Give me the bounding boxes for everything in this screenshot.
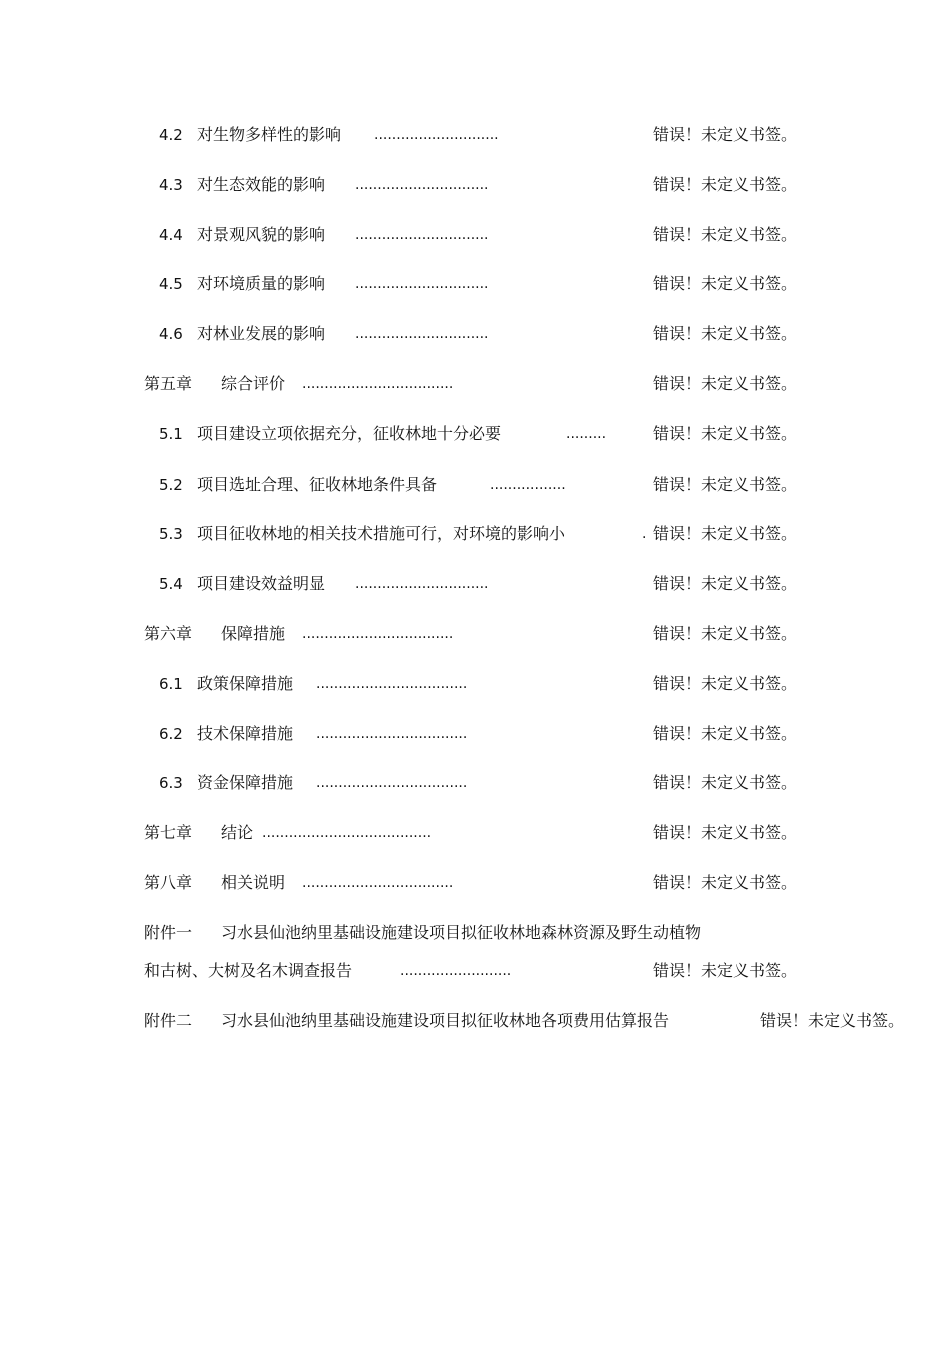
toc-appendix-entry-continued[interactable] (0, 957, 950, 985)
toc-entry[interactable] (0, 221, 950, 249)
toc-entry[interactable] (0, 121, 950, 149)
toc-appendix-entry[interactable] (0, 1007, 950, 1035)
toc-page-ref: 错误！未定义书签。 (653, 873, 798, 892)
toc-appendix-title: 习水县仙池纳里基础设施建设项目拟征收林地各项费用估算报告 (221, 1011, 670, 1030)
toc-page-ref: 错误！未定义书签。 (653, 574, 798, 593)
toc-page-ref: 错误！未定义书签。 (653, 374, 798, 393)
toc-chapter-entry[interactable] (0, 370, 950, 398)
toc-entry-title: 项目征收林地的相关技术措施可行，对环境的影响小 (197, 524, 566, 543)
toc-entry[interactable] (0, 420, 950, 448)
toc-chapter-number: 第八章 (144, 873, 193, 892)
toc-entry-title: 结论 (221, 823, 254, 842)
toc-entry-title: 项目建设效益明显 (197, 574, 326, 593)
toc-appendix-title-line2: 和古树、大树及名木调查报告 (144, 961, 353, 980)
toc-entry-title: 项目选址合理、征收林地条件具备 (197, 475, 438, 494)
toc-leader-dots: . (642, 526, 647, 542)
toc-entry-number: 5.2 (159, 476, 183, 494)
toc-page-ref: 错误！未定义书签。 (653, 125, 798, 144)
toc-leader-dots: .............................. (355, 227, 489, 243)
toc-chapter-entry[interactable] (0, 620, 950, 648)
toc-page-ref: 错误！未定义书签。 (653, 823, 798, 842)
toc-leader-dots: ............................ (374, 127, 499, 143)
toc-entry-title: 技术保障措施 (197, 724, 294, 743)
toc-entry[interactable] (0, 471, 950, 499)
toc-entry[interactable] (0, 720, 950, 748)
toc-entry-number: 4.4 (159, 226, 183, 244)
toc-page-ref: 错误！未定义书签。 (653, 424, 798, 443)
toc-chapter-number: 第六章 (144, 624, 193, 643)
toc-entry-title: 资金保障措施 (197, 773, 294, 792)
toc-entry[interactable] (0, 320, 950, 348)
toc-page-ref: 错误！未定义书签。 (653, 274, 798, 293)
toc-chapter-entry[interactable] (0, 869, 950, 897)
toc-entry[interactable] (0, 570, 950, 598)
toc-entry-number: 5.4 (159, 575, 183, 593)
toc-entry-title: 对生态效能的影响 (197, 175, 326, 194)
toc-entry-title: 项目建设立项依据充分，征收林地十分必要 (197, 424, 502, 443)
toc-entry-number: 4.2 (159, 126, 183, 144)
toc-entry-title: 对林业发展的影响 (197, 324, 326, 343)
toc-chapter-entry[interactable] (0, 819, 950, 847)
toc-appendix-title-line1: 习水县仙池纳里基础设施建设项目拟征收林地森林资源及野生动植物 (221, 923, 702, 942)
toc-entry-title: 对生物多样性的影响 (197, 125, 342, 144)
toc-entry-number: 4.6 (159, 325, 183, 343)
toc-page-ref: 错误！未定义书签。 (760, 1011, 905, 1030)
toc-entry-number: 5.1 (159, 425, 183, 443)
toc-entry-title: 政策保障措施 (197, 674, 294, 693)
toc-entry[interactable] (0, 270, 950, 298)
toc-leader-dots: ...................................... (262, 825, 432, 841)
toc-page-ref: 错误！未定义书签。 (653, 624, 798, 643)
toc-entry-title: 对环境质量的影响 (197, 274, 326, 293)
toc-leader-dots: ................. (490, 477, 566, 493)
toc-entry-number: 5.3 (159, 525, 183, 543)
toc-leader-dots: .................................. (316, 775, 468, 791)
toc-leader-dots: ......... (566, 426, 607, 442)
toc-chapter-number: 第五章 (144, 374, 193, 393)
toc-leader-dots: .............................. (355, 177, 489, 193)
toc-leader-dots: .................................. (316, 726, 468, 742)
toc-page-ref: 错误！未定义书签。 (653, 674, 798, 693)
toc-entry-number: 6.2 (159, 725, 183, 743)
toc-entry-title: 综合评价 (221, 374, 286, 393)
toc-page-ref: 错误！未定义书签。 (653, 475, 798, 494)
toc-entry[interactable] (0, 670, 950, 698)
toc-entry-number: 4.3 (159, 176, 183, 194)
toc-page-ref: 错误！未定义书签。 (653, 175, 798, 194)
toc-page-ref: 错误！未定义书签。 (653, 773, 798, 792)
toc-page-ref: 错误！未定义书签。 (653, 724, 798, 743)
toc-leader-dots: ......................... (400, 963, 512, 979)
toc-appendix-number: 附件二 (144, 1011, 193, 1030)
toc-entry[interactable] (0, 769, 950, 797)
toc-page-ref: 错误！未定义书签。 (653, 961, 798, 980)
toc-leader-dots: .............................. (355, 276, 489, 292)
toc-appendix-entry[interactable] (0, 919, 950, 947)
toc-leader-dots: .................................. (302, 875, 454, 891)
toc-leader-dots: .............................. (355, 576, 489, 592)
toc-appendix-number: 附件一 (144, 923, 193, 942)
toc-entry-number: 6.1 (159, 675, 183, 693)
toc-leader-dots: .................................. (316, 676, 468, 692)
toc-entry-title: 对景观风貌的影响 (197, 225, 326, 244)
toc-page-ref: 错误！未定义书签。 (653, 524, 798, 543)
toc-entry-title: 相关说明 (221, 873, 286, 892)
toc-page-ref: 错误！未定义书签。 (653, 225, 798, 244)
toc-leader-dots: .................................. (302, 626, 454, 642)
toc-page-ref: 错误！未定义书签。 (653, 324, 798, 343)
toc-chapter-number: 第七章 (144, 823, 193, 842)
toc-entry[interactable] (0, 171, 950, 199)
toc-entry-number: 4.5 (159, 275, 183, 293)
toc-entry[interactable] (0, 520, 950, 548)
toc-leader-dots: .................................. (302, 376, 454, 392)
toc-leader-dots: .............................. (355, 326, 489, 342)
toc-entry-title: 保障措施 (221, 624, 286, 643)
toc-entry-number: 6.3 (159, 774, 183, 792)
